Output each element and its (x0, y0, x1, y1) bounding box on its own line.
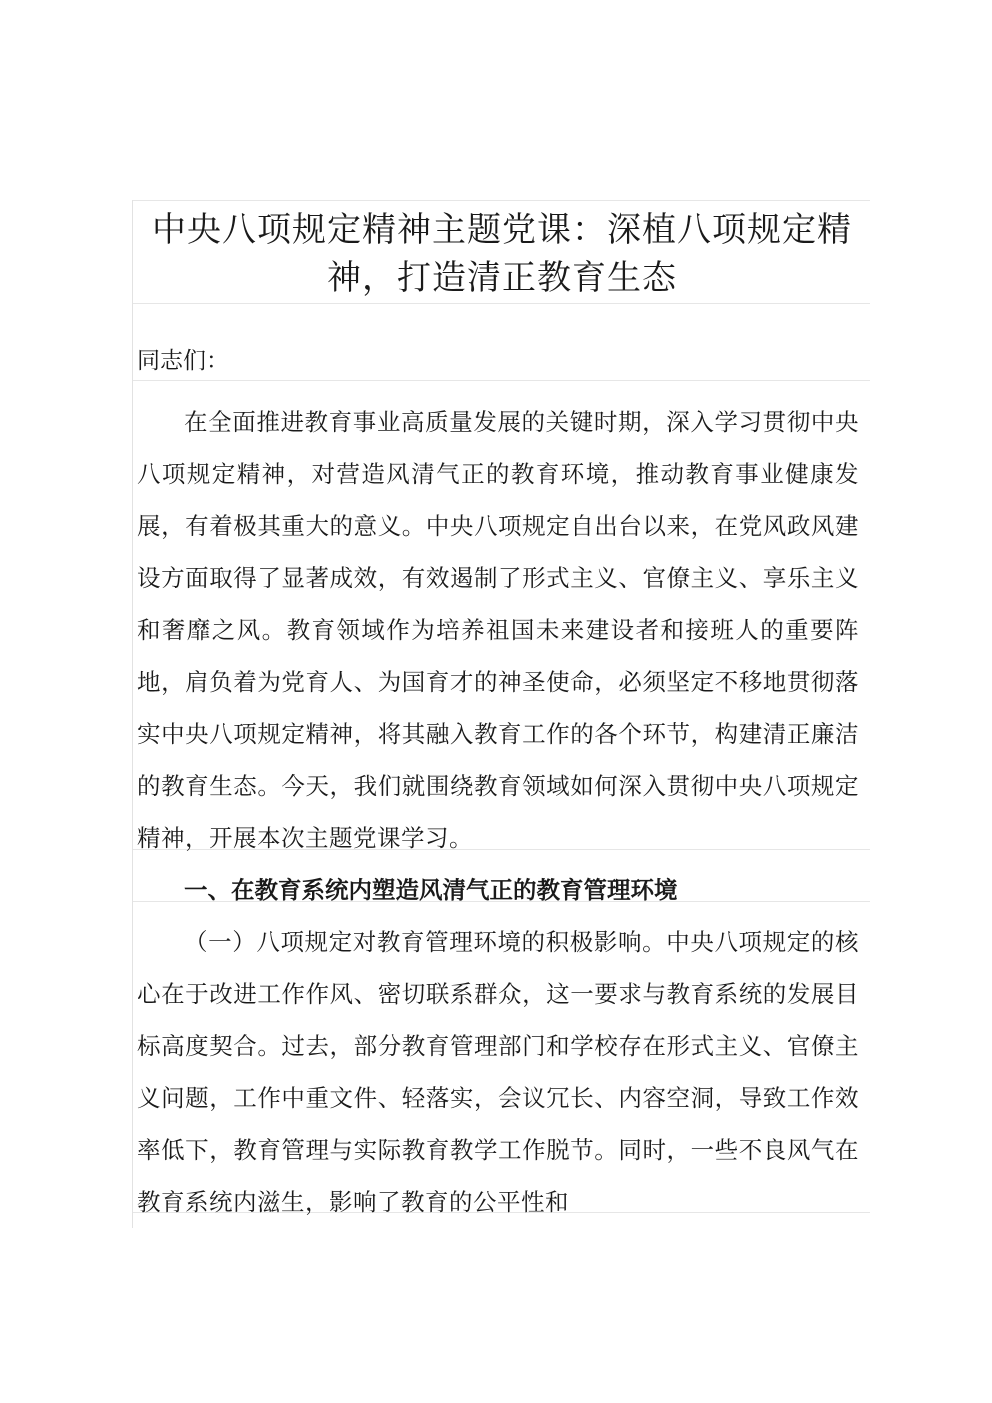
section-heading: 一、在教育系统内塑造风清气正的教育管理环境 (184, 876, 678, 904)
document-title: 中央八项规定精神主题党课：深植八项规定精神，打造清正教育生态 (152, 210, 852, 298)
salutation: 同志们： (137, 348, 229, 374)
paragraph-section-1: （一）八项规定对教育管理环境的积极影响。中央八项规定的核心在于改进工作作风、密切联系群众，这一要求与教育系统的发展目标高度契合。过去，部分教育管理部门和学校存在形式主义、官僚主义问题，工作中重文件、轻落实，会议冗长、内容空洞，导致工作效率低下，教育管理与实际教育教学工作脱节。同时，一些不良风气在教育系统内滋生，影响了教育的公平性和 (137, 928, 859, 1216)
document-body (132, 200, 871, 1228)
paragraph-intro: 在全面推进教育事业高质量发展的关键时期，深入学习贯彻中央八项规定精神，对营造风清气正的教育环境，推动教育事业健康发展，有着极其重大的意义。中央八项规定自出台以来，在党风政风建设方面取得了显著成效，有效遏制了形式主义、官僚主义、享乐主义和奢靡之风。教育领域作为培养祖国未来建设者和接班人的重要阵地，肩负着为党育人、为国育才的神圣使命，必须坚定不移地贯彻落实中央八项规定精神，将其融入教育工作的各个环节，构建清正廉洁的教育生态。今天，我们就围绕教育领域如何深入贯彻中央八项规定精神，开展本次主题党课学习。 (137, 408, 859, 852)
